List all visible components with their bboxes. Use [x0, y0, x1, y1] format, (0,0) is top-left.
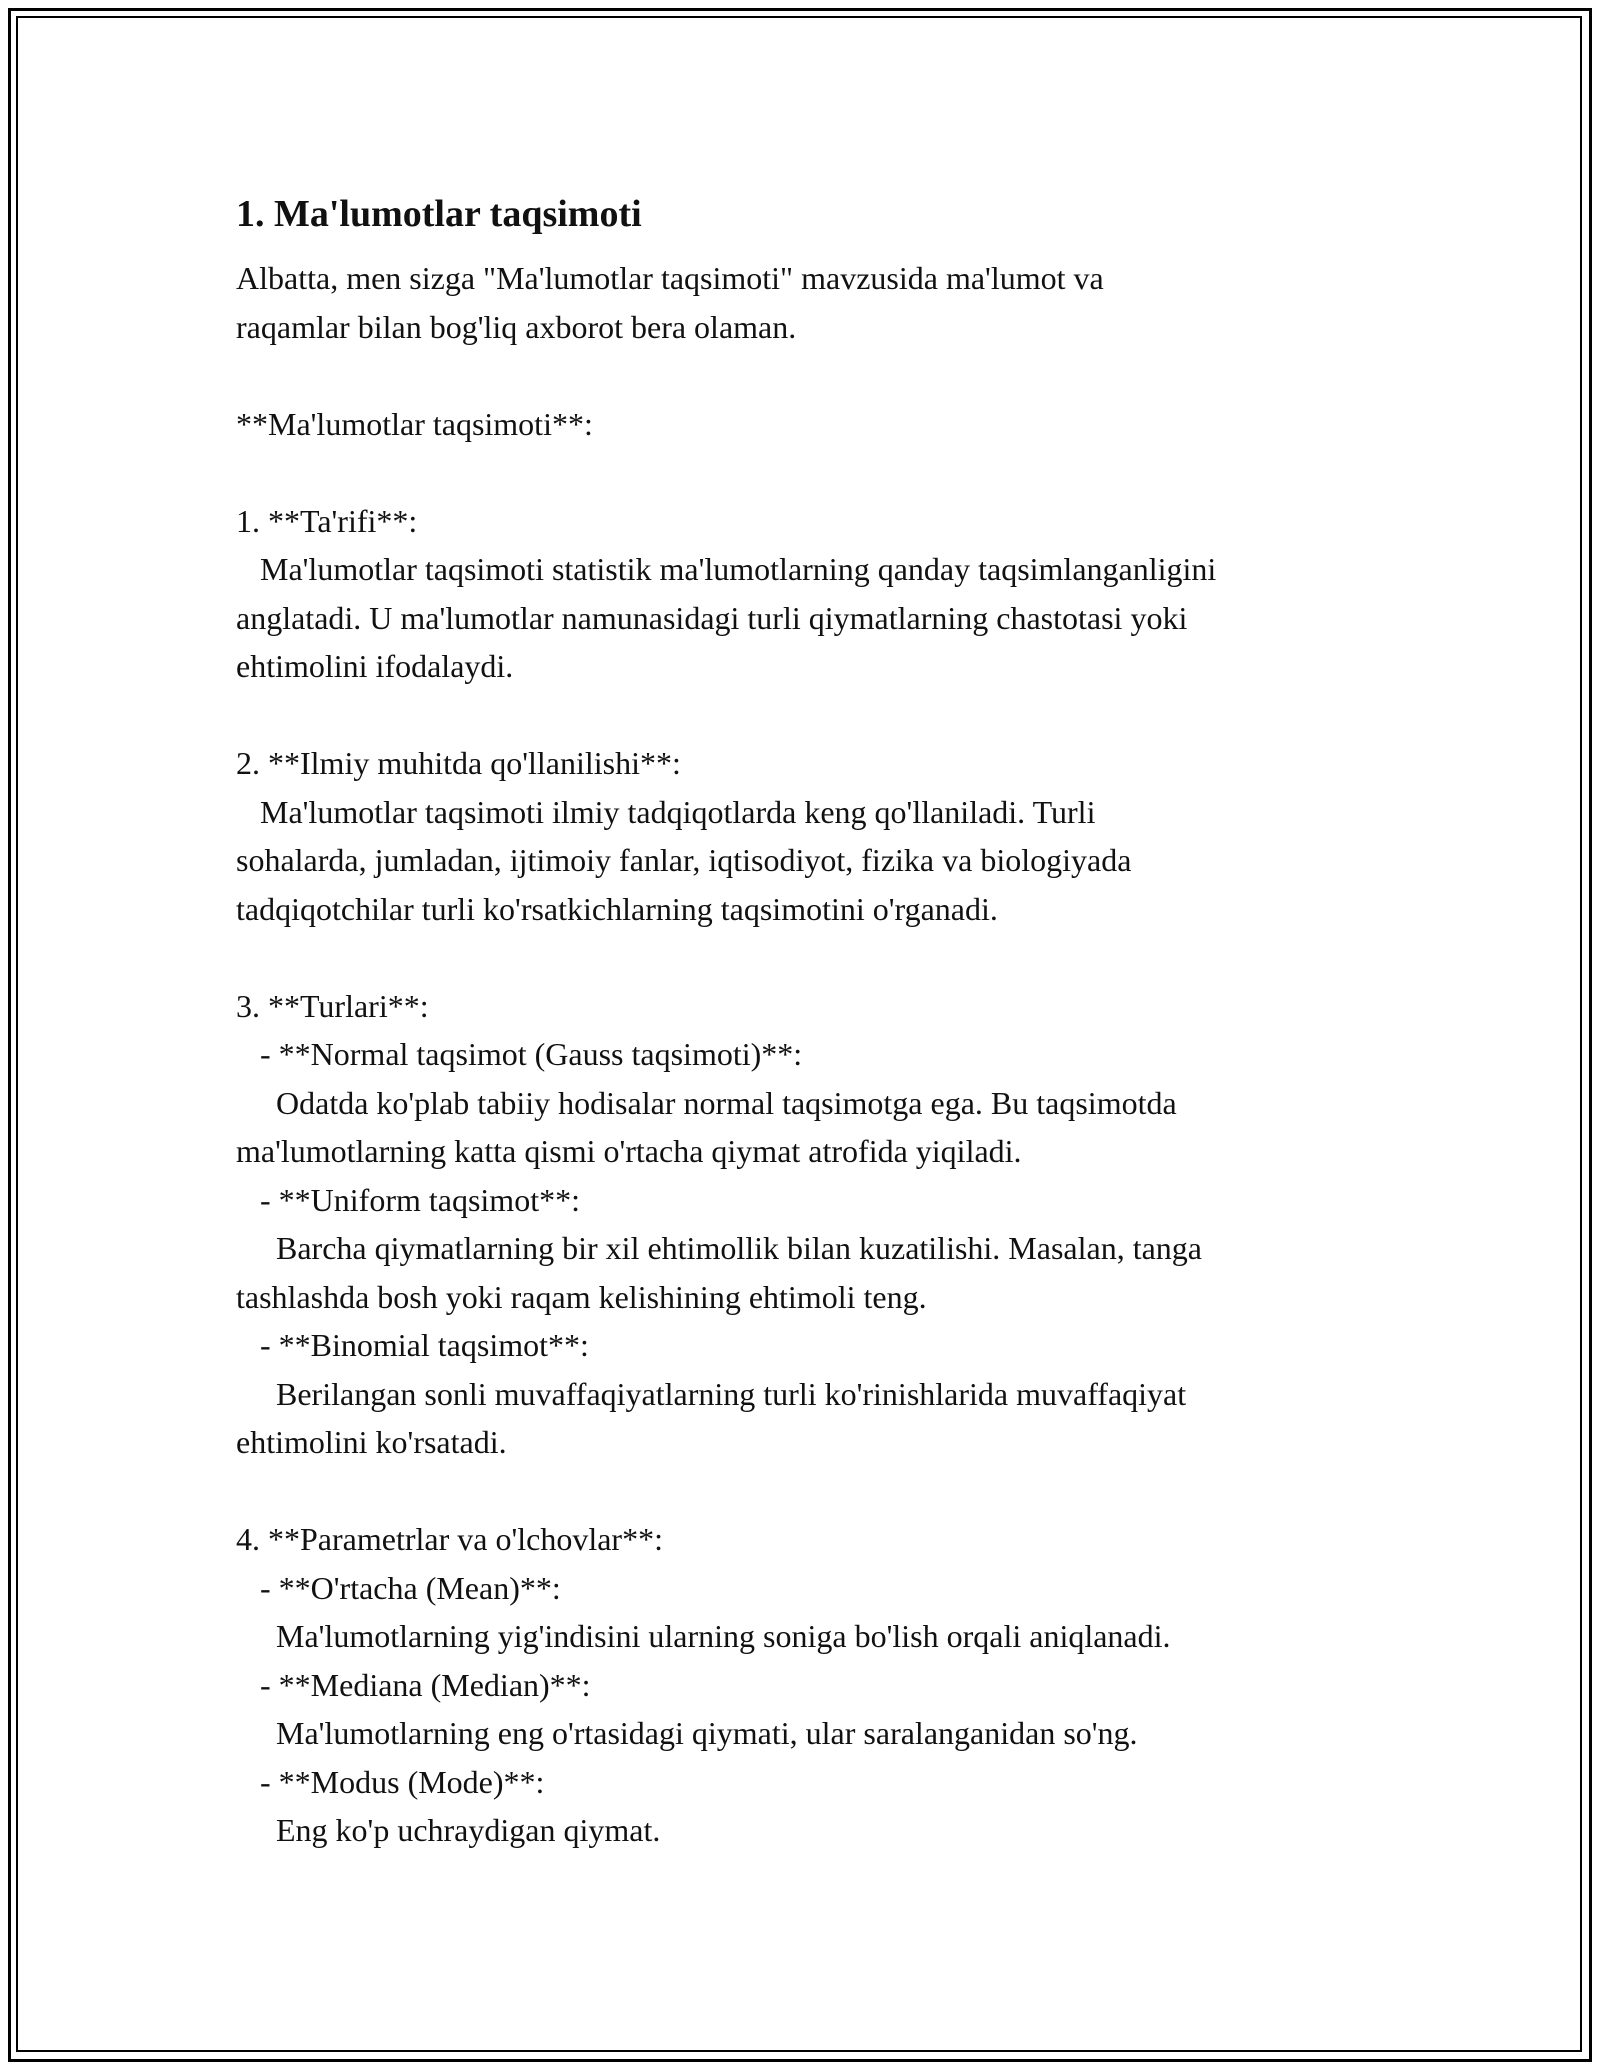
spacer	[236, 351, 1376, 400]
section-types: 3. **Turlari**: - **Normal taqsimot (Gauss taqsimoti)**: Odatda ko'plab tabiiy hodisalar normal taqsimotga ega. Bu taqsimotda ma'lumotlarning katta qismi o'rtacha qiymat atrofida yiqiladi. - **Uniform taqsimot**: Barcha qiymatlarning bir xil ehtimollik bilan kuzatilishi. Masalan, tanga tashlashda bosh yoki raqam kelishining ehtimoli teng. - **Binomial taqsimot**: Berilangan sonli muvaffaqiyatlarning turli ko'rinishlarida muvaffaqiyat ehtimolini ko'rsatadi.	[236, 987, 1202, 1460]
document-title: 1. Ma'lumotlar taqsimoti	[236, 193, 642, 235]
spacer	[236, 448, 1376, 497]
document-body	[236, 188, 1376, 1855]
spacer	[236, 1467, 1376, 1516]
section-definition: 1. **Ta'rifi**: Ma'lumotlar taqsimoti statistik ma'lumotlarning qanday taqsimlanganligini anglatadi. U ma'lumotlar namunasidagi turli qiymatlarning chastotasi yoki ehtimolini ifodalaydi.	[236, 502, 1217, 684]
intro-paragraph: Albatta, men sizga "Ma'lumotlar taqsimoti" mavzusida ma'lumot va raqamlar bilan bog'liq axborot bera olaman.	[236, 260, 1104, 345]
spacer	[236, 933, 1376, 982]
section-scientific-use: 2. **Ilmiy muhitda qo'llanilishi**: Ma'lumotlar taqsimoti ilmiy tadqiqotlarda keng qo'llaniladi. Turli sohalarda, jumladan, ijtimoiy fanlar, iqtisodiyot, fizika va biologiyada tadqiqotchilar turli ko'rsatkichlarning taqsimotini o'rganadi.	[236, 745, 1132, 927]
subheading: **Ma'lumotlar taqsimoti**:	[236, 405, 593, 442]
section-parameters: 4. **Parametrlar va o'lchovlar**: - **O'rtacha (Mean)**: Ma'lumotlarning yig'indisini ularning soniga bo'lish orqali aniqlanadi. - **Mediana (Median)**: Ma'lumotlarning eng o'rtasidagi qiymati, ular saralanganidan so'ng. - **Modus (Mode)**: Eng ko'p uchraydigan qiymat.	[236, 1521, 1171, 1848]
spacer	[236, 691, 1376, 740]
